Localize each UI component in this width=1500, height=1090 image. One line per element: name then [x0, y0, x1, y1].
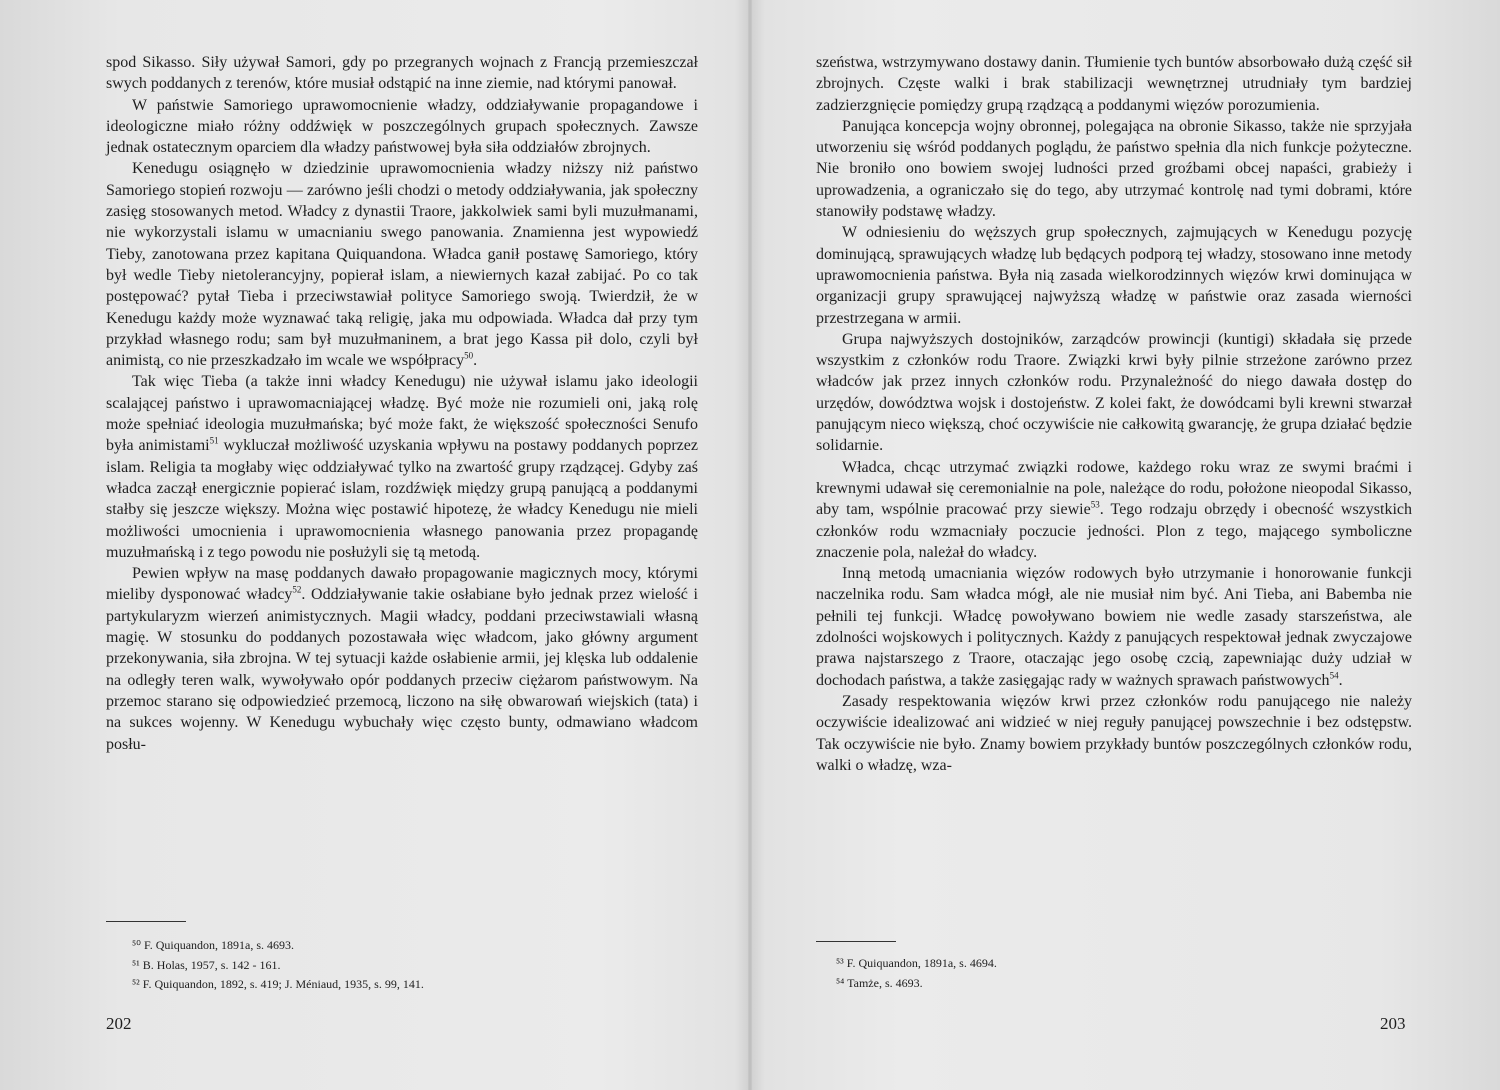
footnote: ⁵³ F. Quiquandon, 1891a, s. 4694. — [836, 956, 997, 970]
footnote-separator — [106, 921, 186, 922]
paragraph: spod Sikasso. Siły używał Samori, gdy po przegranych wojnach z Francją przemieszczał swych poddanych z terenów, które musiał odstąpić na inne ziemie, nad którymi panował. — [106, 54, 698, 93]
paragraph: W odniesieniu do węższych grup społecznych, zajmujących w Kenedugu pozycję dominującą, sprawujących władzę lub będących podporą tej władzy, stosowano inne metody uprawomocnienia państwa. Była nią zasada wielkorodzinnych więzów krwi dominująca w organizacji grupy sprawującej najwyższą władzę w państwie oraz zasada wierności przestrzegana w armii. — [816, 224, 1412, 327]
paragraph-text: Pewien wpływ na masę poddanych dawało propagowanie magicznych mocy, którymi mieliby dysponować władcy — [106, 565, 698, 604]
page-number: 203 — [1380, 1014, 1406, 1033]
footnote-ref: 54 — [1329, 670, 1339, 681]
paragraph-text: wykluczał możliwość uzyskania wpływu na postawy poddanych poprzez islam. Religia ta mogłaby więc oddziaływać tylko na zwartość grupy rządzącej. Gdyby zaś władca zaczął energicznie popierać islam, rozdźwięk między grupą panującą a poddanymi stałby się jeszcze większy. Można więc postawić hipotezę, że władcy Kenedugu nie mieli możliwości umocnienia i uprawomocnienia własnego panowania przez propagandę muzułmańską i z tego powodu nie posłużyli się tą metodą. — [106, 437, 698, 561]
footnote: ⁵⁴ Tamże, s. 4693. — [836, 975, 923, 990]
page-number: 202 — [106, 1014, 132, 1033]
paragraph — [816, 563, 1412, 691]
book-gutter — [748, 0, 752, 1090]
paragraph-text: Tak więc Tieba (a także inni władcy Kenedugu) nie używał islamu jako ideologii scalającej państwo i uprawomacniającej władzę. Być może nie rozumieli oni, jaką rolę może spełniać ideologia muzułmańska; być może fakt, że większość społeczności Senufo była animistami — [106, 373, 698, 455]
footnote-ref: 50 — [464, 350, 474, 361]
paragraph-text: Władca, chcąc utrzymać związki rodowe, każdego roku wraz ze swymi braćmi i krewnymi udawał się ceremonialnie na pole, należące do rodu, położone nieopodal Sikasso, aby tam, wspólnie pracować przy siewie — [816, 458, 1412, 519]
left-page-body — [106, 52, 698, 755]
footnote-ref: 53 — [1090, 499, 1100, 510]
footnote: ⁵¹ B. Holas, 1957, s. 142 - 161. — [132, 957, 281, 972]
paragraph-text: Kenedugu osiągnęło w dziedzinie uprawomocnienia władzy niższy niż państwo Samoriego stopień rozwoju — zarówno jeśli chodzi o metody oddziaływania, jak społeczny zasięg stosowanych metod. Władcy z dynastii Traore, jakkolwiek sami byli muzułmanami, nie wykorzystali islamu w umacnianiu swego panowania. Znamienna jest wypowiedź Tieby, zanotowana przez kapitana Quiquandona. Władca ganił postawę Samoriego, który był wedle Tieby nietolerancyjny, popierał islam, a niewiernych kazał zabijać. Po co tak postępować? pytał Tieba i przeciwstawiał polityce Samoriego swoją. Twierdził, że w Kenedugu każdy może wyznawać taką religię, jaka mu odpowiada. Władca dał przy tym przykład własnego rodu; sam był muzułmaninem, a brat jego Kassa pił dolo, czyli był animistą, co nie przeszkadzało im wcale we współpracy — [106, 160, 698, 370]
right-page-body — [816, 52, 1412, 776]
paragraph: Grupa najwyższych dostojników, zarządców prowincji (kuntigi) składała się przede wszystkim z członków rodu Traore. Związki krwi były pilnie strzeżone zarówno przez władców jak przez innych członków rodu. Przynależność do niego dawała dostęp do urzędów, dowództwa wojsk i dostojeństw. Z kolei fakt, że dowódcami byli krewni stwarzał panującym nieco większą, choć oczywiście nie całkowitą gwarancję, że grupa działać będzie solidarnie. — [816, 330, 1412, 455]
paragraph — [106, 371, 698, 563]
paragraph: Zasady respektowania więzów krwi przez członków rodu panującego nie należy oczywiście idealizować ani widzieć w niej reguły panującej powszechnie i bez odstępstw. Tak oczywiście nie było. Znamy bowiem przykłady buntów poszczególnych członków rodu, walki o władzę, wza- — [816, 692, 1412, 774]
paragraph: W państwie Samoriego uprawomocnienie władzy, oddziaływanie propagandowe i ideologiczne miało różny oddźwięk w poszczególnych grupach społecznych. Zawsze jednak ostatecznym oparciem dla władzy państwowej była siła oddziałów zbrojnych. — [106, 96, 698, 157]
footnote-separator — [816, 941, 896, 942]
paragraph: Panująca koncepcja wojny obronnej, polegająca na obronie Sikasso, także nie sprzyjała utworzeniu się wśród poddanych poglądu, że państwo spełnia dla nich funkcje pożyteczne. Nie broniło ono bowiem swojej ludności przed groźbami obcej napaści, grabieży i uprowadzenia, a ograniczało się do tego, aby utrzymać kontrolę nad tymi dobrami, które stanowiły podstawę władzy. — [816, 117, 1412, 221]
paragraph-text: Inną metodą umacniania więzów rodowych było utrzymanie i honorowanie funkcji naczelnika rodu. Sam władca mógł, ale nie musiał nim być. Ani Tieba, ani Babemba nie pełnili tej funkcji. Władcę powoływano bowiem nie wedle zasady starszeństwa, ale zdolności wojskowych i politycznych. Każdy z panujących respektował jednak zwyczajowe prawa najstarszego z Traore, otaczając jego osobę czcią, zapewniając duży udział w dochodach państwa, a także zasięgając rady w ważnych sprawach państwowych — [816, 565, 1412, 689]
paragraph: szeństwa, wstrzymywano dostawy danin. Tłumienie tych buntów absorbowało dużą część sił zbrojnych. Częste walki i brak stabilizacji wewnętrznej utrudniały tym bardziej zadzierzgnięcie pomiędzy grupą rządzącą a poddanymi więzów porozumienia. — [816, 54, 1412, 114]
paragraph-text: . Oddziaływanie takie osłabiane było jednak przez wielość i partykularyzm wierzeń animistycznych. Magii władcy, poddani przeciwstawiali własną magię. W stosunku do poddanych pozostawała więc władcom, jako główny argument przekonywania, siła zbrojna. W tej sytuacji każde osłabienie armii, jej klęska lub oddalenie na odległy teren walk, wywoływało opór poddanych przeciw ciężarom państwowym. Na przemoc starano się odpowiedzieć przemocą, liczono na siłę obwarowań wiejskich (tata) i na sukces wojenny. W Kenedugu wybuchały więc często bunty, odmawiano władcom posłu- — [106, 586, 698, 753]
paragraph: Kenedugu osiągnęło w dziedzinie uprawomocnienia władzy niższy niż państwo Samoriego stopień rozwoju — zarówno jeśli chodzi o metody oddziaływania, jak społeczny zasięg stosowanych metod. Władcy z dynastii Traore, jakkolwiek sami byli muzułmanami, nie wykorzystali islamu w umacnianiu swego panowania. Znamienna jest wypowiedź Tieby, zanotowana przez kapitana Quiquandona. Władca ganił postawę Samoriego, który był wedle Tieby nietolerancyjny, popierał islam, a niewiernych kazał zabijać. Po co tak postępować? pytał Tieba i przeciwstawiał polityce Samoriego swoją. Twierdził, że w Kenedugu każdy może wyznawać taką religię, jaka mu odpowiada. Władca dał przy tym przykład własnego rodu; sam był muzułmaninem, a brat jego Kassa pił dolo, czyli był animistą, co nie przeszkadzało im wcale we współpracy$^{50}$. — [106, 160, 698, 370]
footnote-ref: 51 — [209, 436, 219, 447]
footnote: ⁵² F. Quiquandon, 1892, s. 419; J. Méniaud, 1935, s. 99, 141. — [132, 977, 424, 991]
right-footnotes — [836, 954, 1396, 993]
footnote-ref: 52 — [292, 585, 302, 596]
paragraph — [816, 457, 1412, 563]
footnote: ⁵⁰ F. Quiquandon, 1891a, s. 4693. — [132, 938, 295, 952]
paragraph-text: . Tego rodzaju obrzędy i obecność wszystkich członków rodu wzmacniały poczucie jedności. Plon z tego, mającego symboliczne znaczenie pola, należał do władcy. — [816, 501, 1412, 561]
paragraph — [106, 563, 698, 755]
left-footnotes — [132, 936, 692, 995]
paragraph-text: . — [1338, 671, 1343, 689]
